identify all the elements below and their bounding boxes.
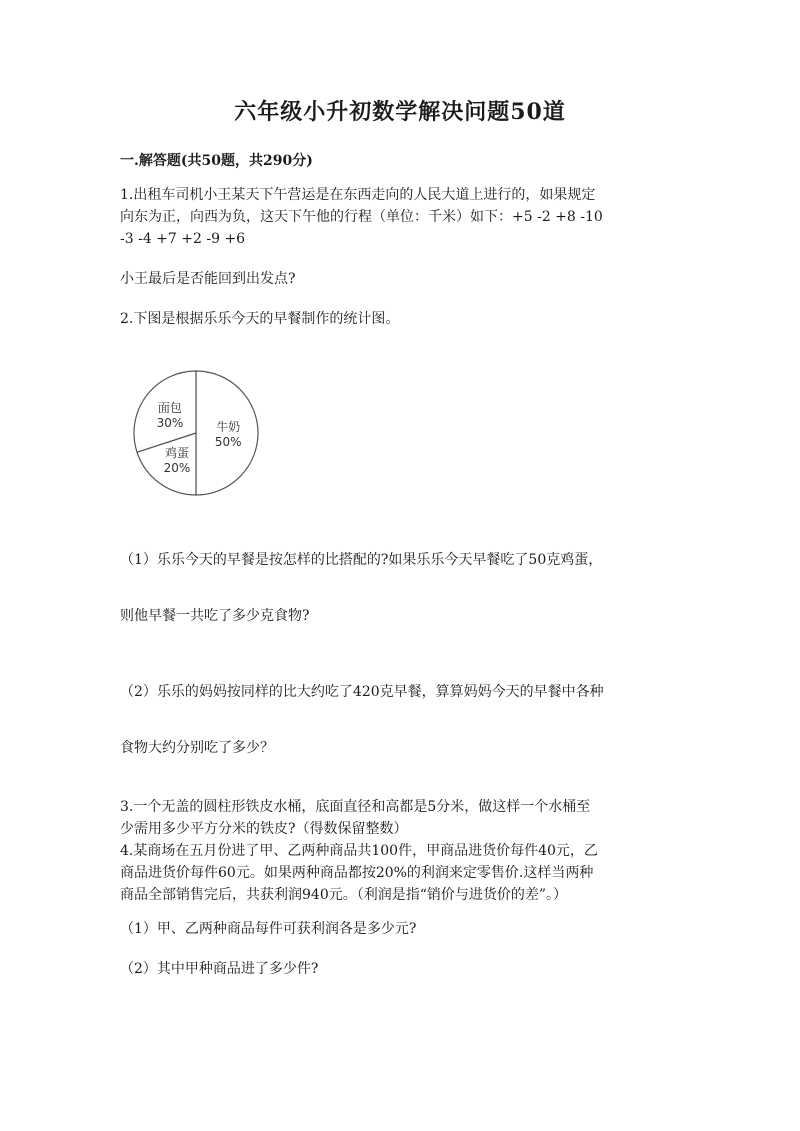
page-title: 六年级小升初数学解决问题50道 — [234, 99, 566, 125]
pie-percent-milk: 50% — [214, 435, 242, 449]
question-4-line-1: 4.某商场在五月份进了甲、乙两种商品共100件，甲商品进货价每件40元，乙 — [120, 843, 598, 859]
question-4 — [120, 840, 680, 906]
question-1-line-3: -3 -4 +7 +2 -9 +6 — [120, 231, 246, 247]
pie-label-egg: 鸡蛋 — [164, 446, 190, 461]
pie-label-milk: 牛奶 — [216, 420, 241, 434]
question-4-sub-2: （2）其中甲种商品进了多少件? — [120, 961, 319, 977]
pie-percent-bread: 30% — [156, 416, 184, 430]
section-heading: 一.解答题(共50题，共290分) — [120, 153, 313, 169]
pie-label-bread: 面包 — [157, 401, 182, 415]
question-1 — [120, 184, 680, 250]
question-4-line-3: 商品全部销售完后，共获利润940元。（利润是指“销价与进货价的差”。） — [120, 887, 568, 903]
question-3-line-1: 3.一个无盖的圆柱形铁皮水桶，底面直径和高都是5分米，做这样一个水桶至 — [120, 799, 591, 815]
pie-percent-egg: 20% — [163, 461, 191, 476]
pie-chart-svg — [128, 367, 268, 499]
breakfast-pie-chart — [128, 367, 268, 499]
question-1-line-1: 1.出租车司机小王某天下午营运是在东西走向的人民大道上进行的，如果规定 — [120, 187, 596, 203]
question-1-line-2: 向东为正，向西为负，这天下午他的行程（单位：千米）如下：+5 -2 +8 -10 — [120, 209, 603, 225]
question-1-ask: 小王最后是否能回到出发点? — [120, 271, 296, 287]
question-3 — [120, 796, 680, 840]
question-4-sub-1: （1）甲、乙两种商品每件可获利润各是多少元? — [120, 921, 417, 937]
question-4-line-2: 商品进货价每件60元。如果两种商品都按20%的利润来定零售价.这样当两种 — [120, 865, 594, 881]
question-2-sub-2-line-2: 食物大约分别吃了多少？ — [120, 740, 274, 756]
question-2-sub-1-line-2: 则他早餐一共吃了多少克食物? — [120, 608, 310, 624]
question-2-sub-1-line-1: （1）乐乐今天的早餐是按怎样的比搭配的?如果乐乐今天早餐吃了50克鸡蛋， — [120, 552, 603, 568]
question-2-sub-2-line-1: （2）乐乐的妈妈按同样的比大约吃了420克早餐，算算妈妈今天的早餐中各种 — [120, 684, 604, 700]
question-2-intro: 2.下图是根据乐乐今天的早餐制作的统计图。 — [120, 311, 400, 327]
question-3-line-2: 少需用多少平方分米的铁皮?（得数保留整数） — [120, 821, 408, 837]
